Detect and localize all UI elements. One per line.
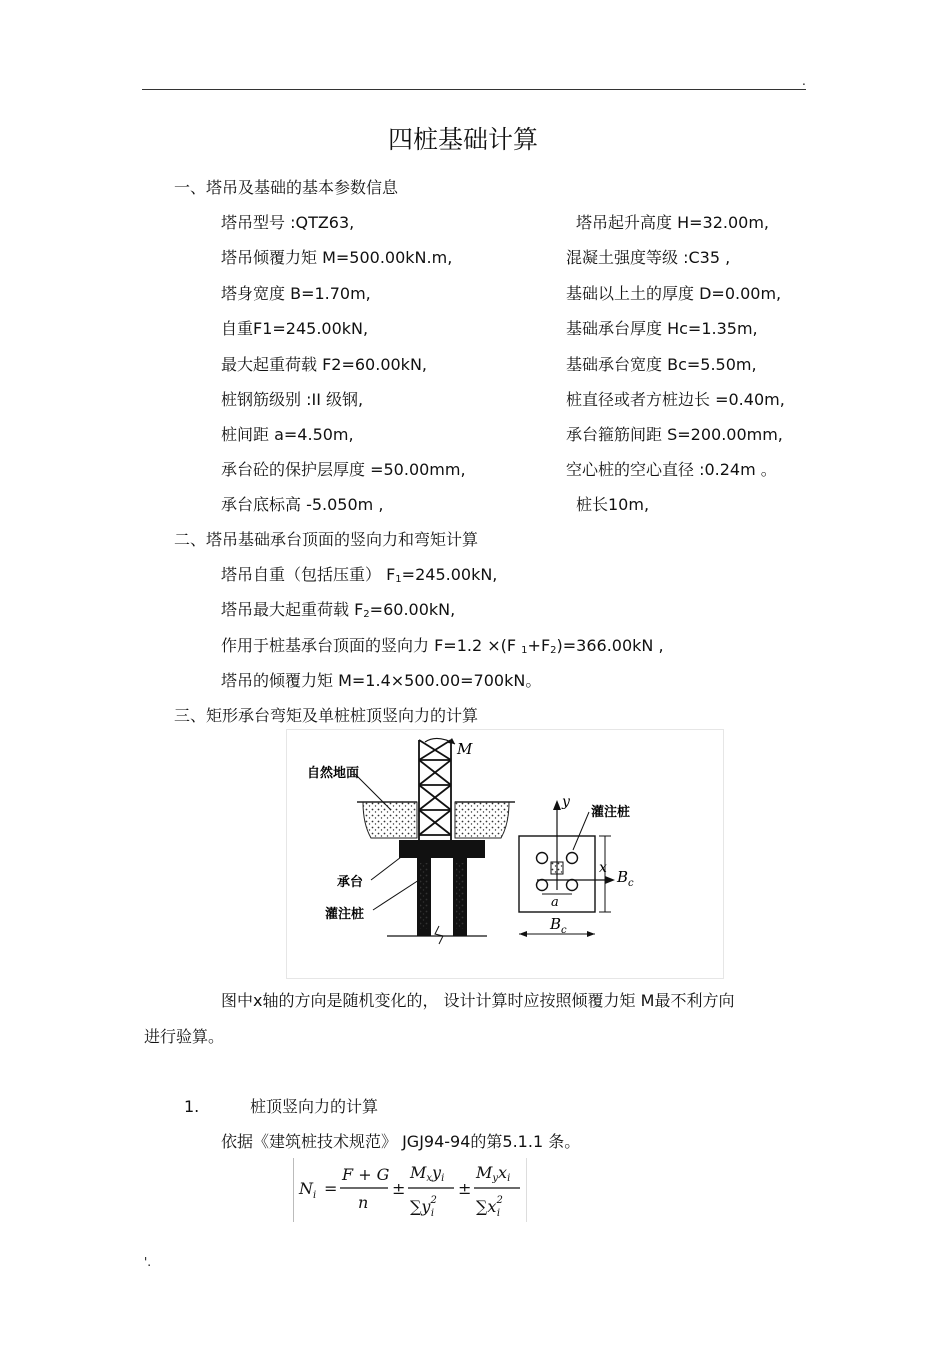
- param-pile-spacing: 桩间距 a=4.50m,: [221, 425, 354, 444]
- param-overturning-moment: 塔吊倾覆力矩 M=500.00kN.m,: [221, 248, 453, 267]
- subsection1-basis: 依据《建筑桩技术规范》 JGJ94-94的第5.1.1 条。: [221, 1132, 581, 1151]
- param-tower-model: 塔吊型号 :QTZ63,: [221, 213, 355, 232]
- param-stirrup-spacing: 承台箍筋间距 S=200.00mm,: [566, 425, 783, 444]
- param-soil-thickness: 基础以上土的厚度 D=0.00m,: [566, 284, 782, 303]
- section2-line-max-load: 塔吊最大起重荷载 $F_2=60.00kN$,: [221, 600, 456, 620]
- section2-line-moment: 塔吊的倾覆力矩 M=1.4×500.00=700kN。: [221, 671, 542, 690]
- label-cap: 承台: [337, 875, 364, 890]
- label-m: M: [457, 740, 473, 758]
- break-mark: [435, 926, 443, 944]
- formula-lhs: $N_i$: [299, 1179, 317, 1201]
- formula-frac3-num: Myxi: [476, 1163, 511, 1184]
- section3-heading: 三、矩形承台弯矩及单桩桩顶竖向力的计算: [174, 706, 479, 725]
- plan-pile-1: [537, 853, 548, 864]
- param-hollow-diameter: 空心桩的空心直径 :0.24m 。: [566, 460, 777, 479]
- soil-right: [455, 802, 509, 838]
- subsection1-number: 1.: [184, 1097, 200, 1116]
- plan-pile-2: [567, 853, 578, 864]
- plan-pile-4: [567, 880, 578, 891]
- label-bc-horizontal: $B_c$: [550, 915, 567, 936]
- label-a: a: [551, 895, 559, 910]
- corner-mark-bottom: '.: [144, 1255, 152, 1269]
- figure-note-line2: 进行验算。: [144, 1027, 225, 1046]
- formula-frac2-den: $\sum y^2$ i: [410, 1195, 437, 1219]
- leader-cap: [371, 854, 405, 880]
- subsection1-heading: 桩顶竖向力的计算: [250, 1097, 379, 1116]
- label-pile-right: 灌注桩: [591, 805, 631, 820]
- param-max-load: 最大起重荷载 F2=60.00kN,: [221, 355, 428, 374]
- soil-left: [363, 802, 417, 838]
- pile-cap: [399, 840, 485, 858]
- section1-heading: 一、塔吊及基础的基本参数信息: [174, 178, 399, 197]
- section2-heading: 二、塔吊基础承台顶面的竖向力和弯矩计算: [174, 530, 479, 549]
- formula-frac3-den: $\sum x^2$ i: [476, 1195, 503, 1219]
- corner-mark-top: .: [802, 74, 806, 88]
- header-rule: [142, 89, 806, 90]
- pile-right-texture: [456, 863, 464, 929]
- label-y: y: [562, 794, 570, 810]
- pile-force-formula: [293, 1158, 527, 1222]
- pile-left-texture: [420, 863, 428, 929]
- label-pile-left: 灌注桩: [325, 907, 365, 922]
- pile-force-formula-svg: [294, 1158, 526, 1222]
- formula-frac1-num: F + G: [342, 1165, 390, 1184]
- foundation-diagram: [286, 729, 724, 979]
- section2-line-vertical-force: 作用于桩基承台顶面的竖向力 F=1.2 ×(F $_1+F_2)=366.00kN$ ,: [221, 636, 664, 656]
- param-rebar-grade: 桩钢筋级别 :II 级钢,: [221, 390, 364, 409]
- param-pile-diameter: 桩直径或者方桩边长 =0.40m,: [566, 390, 785, 409]
- plan-pile-3: [537, 880, 548, 891]
- param-tower-width: 塔身宽度 B=1.70m,: [221, 284, 371, 303]
- label-bc-vertical: $B_c$: [617, 868, 634, 889]
- dim-bc-horizontal-arrow-left: [519, 931, 527, 937]
- label-natural-ground: 自然地面: [307, 766, 360, 781]
- formula-pm1: ±: [392, 1179, 406, 1198]
- formula-frac1-den: n: [358, 1193, 369, 1212]
- param-concrete-grade: 混凝土强度等级 :C35 ,: [566, 248, 731, 267]
- param-lift-height: 塔吊起升高度 H=32.00m,: [576, 213, 770, 232]
- figure-note-line1: 图中x轴的方向是随机变化的， 设计计算时应按照倾覆力矩 M最不利方向: [221, 991, 735, 1010]
- param-cap-bottom-elevation: 承台底标高 -5.050m ,: [221, 495, 384, 514]
- leader-pile-right: [573, 812, 589, 850]
- label-x: x: [599, 860, 607, 876]
- formula-frac2-num: Mxyi: [410, 1163, 445, 1184]
- formula-pm2: ±: [458, 1179, 472, 1198]
- param-cap-width: 基础承台宽度 Bc=5.50m,: [566, 355, 757, 374]
- param-cover-thickness: 承台砼的保护层厚度 =50.00mm,: [221, 460, 466, 479]
- tower-mast: [419, 740, 451, 840]
- param-self-weight: 自重F1=245.00kN,: [221, 319, 369, 338]
- leader-pile: [373, 880, 419, 910]
- param-pile-length: 桩长10m,: [576, 495, 650, 514]
- dim-bc-horizontal-arrow-right: [587, 931, 595, 937]
- section2-line-self-weight: 塔吊自重（包括压重） $F_1=245.00kN$,: [221, 565, 498, 585]
- page-title: 四桩基础计算: [388, 125, 539, 154]
- y-axis-arrow: [553, 800, 561, 810]
- x-axis-arrow: [605, 876, 615, 884]
- param-cap-thickness: 基础承台厚度 Hc=1.35m,: [566, 319, 758, 338]
- foundation-diagram-svg: [287, 730, 723, 978]
- formula-eq: =: [324, 1179, 338, 1198]
